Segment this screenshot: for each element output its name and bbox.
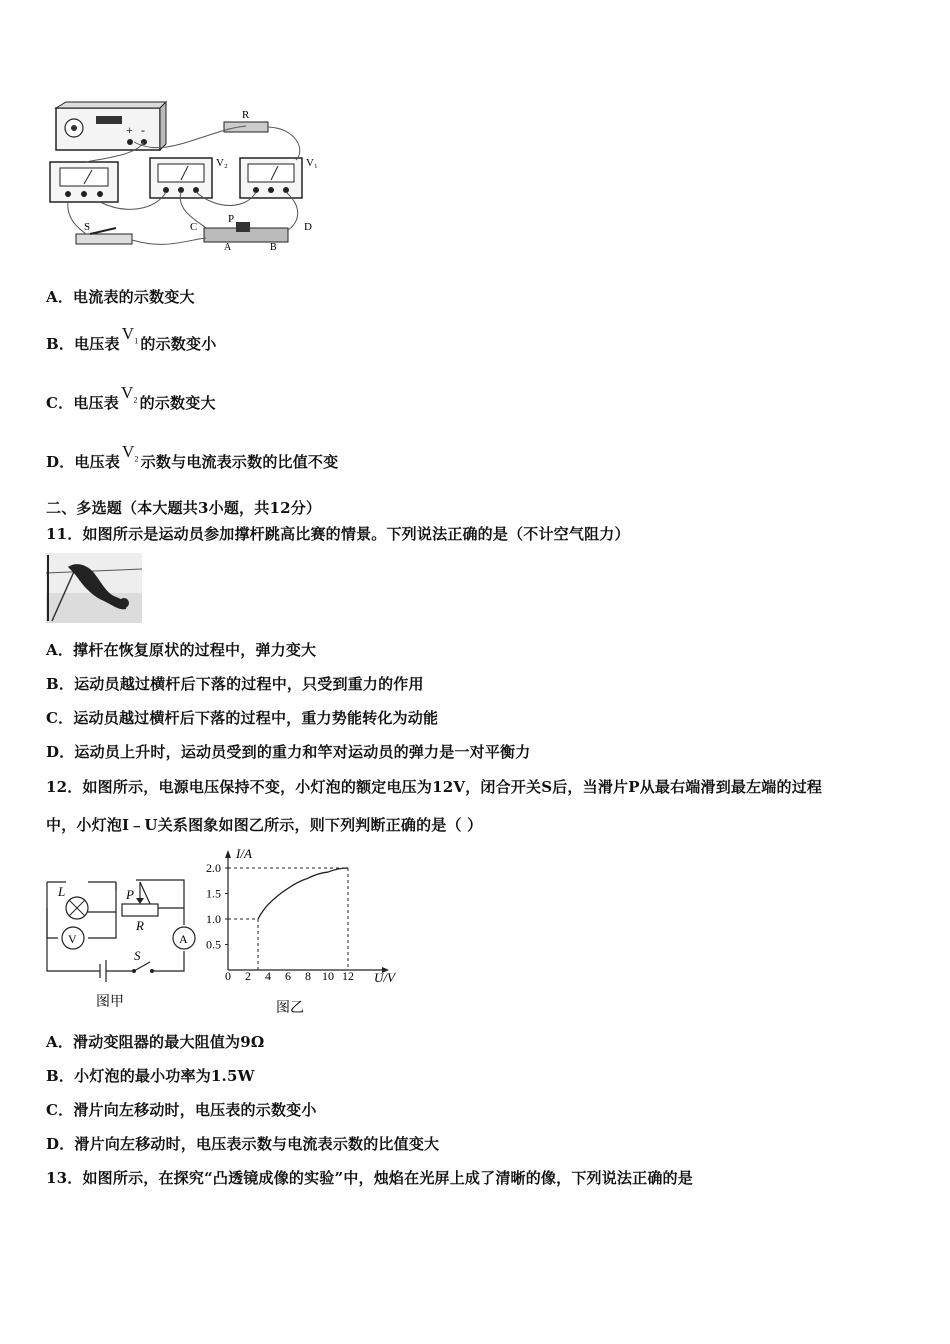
q11-option-c[interactable]: C．运动员越过横杆后下落的过程中，重力势能转化为动能 <box>46 709 439 727</box>
q10-option-a[interactable]: A．电流表的示数变大 <box>46 288 195 306</box>
q10-label-B: B <box>270 242 277 253</box>
switch-icon <box>134 962 150 971</box>
q12-label-L: L <box>58 884 66 899</box>
q10-label-A: A <box>224 242 232 253</box>
q12-caption-jia: 图甲 <box>96 995 124 1010</box>
y-tick-label: 1.5 <box>206 886 221 901</box>
x-tick-label: 10 <box>322 969 334 983</box>
q12-label-S: S <box>134 948 141 963</box>
q12-label-R: R <box>136 918 144 933</box>
q13-stem: 13．如图所示，在探究“凸透镜成像的实验”中，烛焰在光屏上成了清晰的像，下列说法正确的是 <box>46 1169 693 1187</box>
x-tick-label: 2 <box>245 969 251 983</box>
v2-symbol: $V_2$ <box>120 383 138 405</box>
iu-chart <box>200 840 410 1020</box>
q10-label-R: R <box>242 109 250 121</box>
q12-circuit-diagram <box>40 868 200 1018</box>
x-tick-label: 0 <box>225 969 231 983</box>
y-axis-arrow <box>225 850 231 858</box>
voltmeter-v1-icon <box>240 158 302 198</box>
q12-option-b[interactable]: B．小灯泡的最小功率为1.5W <box>46 1067 255 1085</box>
q11-option-b[interactable]: B．运动员越过横杆后下落的过程中，只受到重力的作用 <box>46 675 424 693</box>
q10-label-C: C <box>190 221 198 233</box>
q11-option-d[interactable]: D．运动员上升时，运动员受到的重力和竿对运动员的弹力是一对平衡力 <box>46 743 531 761</box>
v2-symbol: $V_2$ <box>122 442 139 464</box>
y-tick-label: 1.0 <box>206 912 221 926</box>
q10-option-b[interactable]: B．电压表$V_1$ 的示数变小 <box>46 324 217 353</box>
iu-curve <box>258 868 348 919</box>
x-tick-label: 4 <box>265 969 271 983</box>
voltmeter-icon <box>62 927 84 949</box>
q10-option-c[interactable]: C．电压表$V_2$ 的示数变大 <box>46 383 216 412</box>
svg-text:-: - <box>141 123 145 137</box>
q11-stem: 11．如图所示是运动员参加撑杆跳高比赛的情景。下列说法正确的是（不计空气阻力） <box>46 525 630 543</box>
y-tick-label: 0.5 <box>206 937 221 952</box>
q11-option-a[interactable]: A．撑杆在恢复原状的过程中，弹力变大 <box>46 641 317 659</box>
q10-label-V1: V₁ <box>306 157 318 169</box>
q12-option-d[interactable]: D．滑片向左移动时，电压表示数与电流表示数的比值变大 <box>46 1135 440 1153</box>
x-tick-label: 12 <box>342 969 354 983</box>
svg-text:A: A <box>179 932 188 946</box>
x-tick-label: 6 <box>285 969 291 983</box>
pole-vault-photo <box>46 553 142 623</box>
q12-caption-yi: 图乙 <box>276 1001 304 1016</box>
q10-circuit-figure <box>46 100 336 260</box>
ammeter-icon <box>173 927 195 949</box>
svg-text:+: + <box>126 123 133 137</box>
y-tick-label: 2.0 <box>206 861 221 875</box>
q12-option-c[interactable]: C．滑片向左移动时，电压表的示数变小 <box>46 1101 317 1119</box>
y-axis-label: I/A <box>236 846 252 861</box>
q10-label-S: S <box>84 221 91 233</box>
q12-stem-line2: 中，小灯泡I﹣U关系图象如图乙所示，则下列判断正确的是（ ） <box>46 816 483 834</box>
x-tick-label: 8 <box>305 969 311 983</box>
q10-label-P: P <box>228 213 235 225</box>
q10-label-V2: V₂ <box>216 157 228 169</box>
q12-label-P: P <box>126 887 134 902</box>
v1-symbol: $V_1$ <box>121 324 139 346</box>
q10-option-d[interactable]: D．电压表$V_2$ 示数与电流表示数的比值不变 <box>46 442 339 471</box>
x-axis-label: U/V <box>374 970 395 985</box>
q12-option-a[interactable]: A．滑动变阻器的最大阻值为9Ω <box>46 1033 265 1051</box>
rheostat-icon <box>122 904 158 916</box>
ammeter-icon <box>50 162 118 202</box>
lamp-icon <box>66 897 88 919</box>
svg-text:V: V <box>68 932 77 946</box>
q10-label-D: D <box>304 221 312 233</box>
q12-stem-line1: 12．如图所示，电源电压保持不变，小灯泡的额定电压为12V，闭合开关S后，当滑片P从最右端滑到最左端的过程 <box>46 778 823 796</box>
section-heading: 二、多选题（本大题共3小题，共12分） <box>46 499 322 517</box>
